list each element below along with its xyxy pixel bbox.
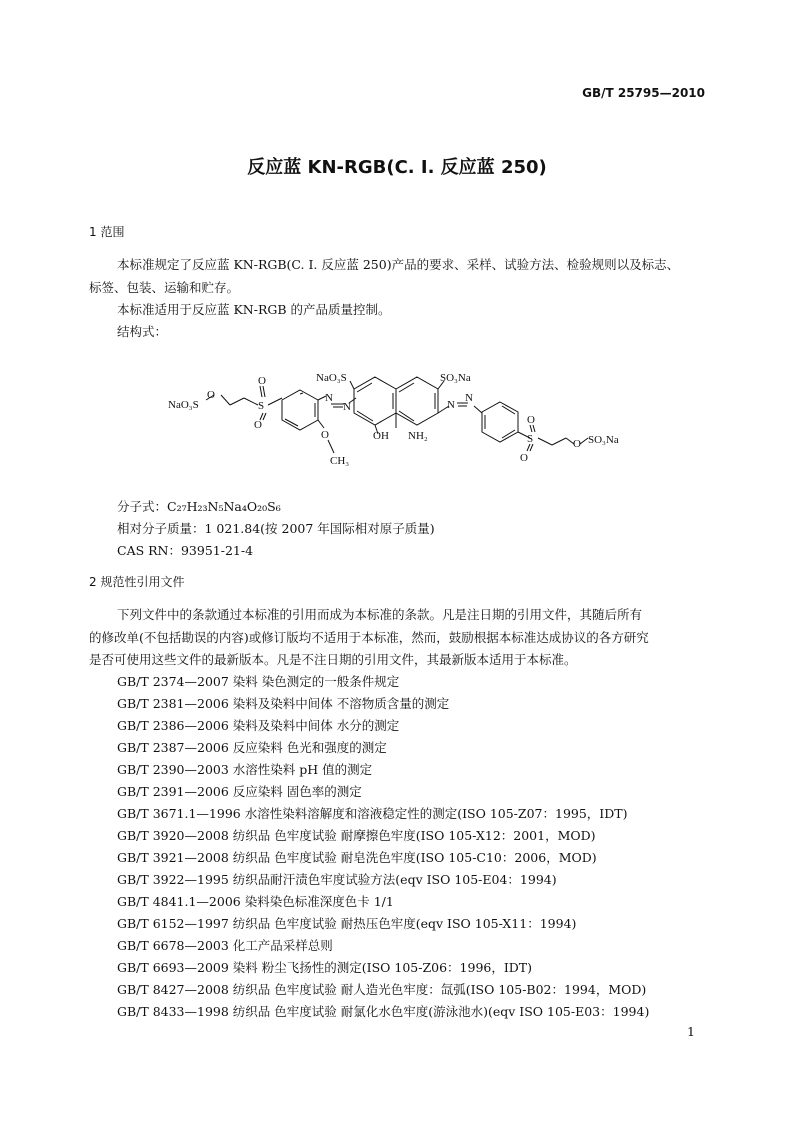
references-intro-line-3: 是否可使用这些文件的最新版本。凡是不注日期的引用文件，其最新版本适用于本标准。 [89, 652, 577, 667]
scope-paragraph-line-1: 本标准规定了反应蓝 KN-RGB(C. I. 反应蓝 250)产品的要求、采样、试验方法、检验规则以及标志、 [117, 257, 680, 272]
label-nao3s-left: NaO₃S [168, 399, 199, 411]
reference-item: GB/T 8433—1998 纺织品 色牢度试验 耐氯化水色牢度(游泳池水)(eqv ISO 105-E03：1994) [117, 1004, 650, 1019]
label-o-bottom-right: O [520, 452, 528, 464]
label-o-left: O [207, 389, 215, 401]
label-nh2: NH₂ [408, 430, 428, 442]
page-number: 1 [687, 1024, 695, 1039]
reference-item: GB/T 2390—2003 水溶性染料 pH 值的测定 [117, 762, 373, 777]
label-o-top-left: O [258, 375, 266, 387]
reference-item: GB/T 8427—2008 纺织品 色牢度试验 耐人造光色牢度：氙弧(ISO 105-B02：1994，MOD) [117, 982, 647, 997]
scope-applicability: 本标准适用于反应蓝 KN-RGB 的产品质量控制。 [117, 302, 391, 317]
references-intro-line-1: 下列文件中的条款通过本标准的引用而成为本标准的条款。凡是注日期的引用文件，其随后所有 [117, 607, 643, 622]
label-ch3: CH₃ [330, 455, 350, 467]
label-o-right: O [573, 438, 581, 450]
reference-item: GB/T 2387—2006 反应染料 色光和强度的测定 [117, 740, 387, 755]
label-nao3s-top: NaO₃S [316, 372, 347, 384]
reference-item: GB/T 6678—2003 化工产品采样总则 [117, 938, 333, 953]
label-n2: N [343, 401, 351, 413]
label-s-left: S [258, 400, 265, 412]
label-o-methoxy: O [321, 429, 329, 441]
label-n1: N [325, 392, 333, 404]
reference-item: GB/T 2374—2007 染料 染色测定的一般条件规定 [117, 674, 400, 689]
structure-label: 结构式： [117, 324, 168, 339]
reference-item: GB/T 3922—1995 纺织品耐汗渍色牢度试验方法(eqv ISO 105-E04：1994) [117, 872, 557, 887]
structural-formula-diagram [160, 355, 660, 485]
label-so3na-right: SO₃Na [588, 434, 619, 446]
molecular-formula: 分子式：C₂₇H₂₃N₅Na₄O₂₀S₆ [117, 499, 281, 514]
reference-item: GB/T 3920—2008 纺织品 色牢度试验 耐摩擦色牢度(ISO 105-X12：2001，MOD) [117, 828, 596, 843]
label-o-top-right: O [527, 414, 535, 426]
label-oh: OH [373, 430, 389, 442]
label-n4: N [465, 392, 473, 404]
reference-item: GB/T 4841.1—2006 染料染色标准深度色卡 1/1 [117, 894, 394, 909]
reference-item: GB/T 6152—1997 纺织品 色牢度试验 耐热压色牢度(eqv ISO 105-X11：1994) [117, 916, 577, 931]
reference-item: GB/T 2381—2006 染料及染料中间体 不溶物质含量的测定 [117, 696, 450, 711]
reference-item: GB/T 2391—2006 反应染料 固色率的测定 [117, 784, 362, 799]
references-intro-line-2: 的修改单(不包括勘误的内容)或修订版均不适用于本标准，然而，鼓励根据本标准达成协议的各方研究 [89, 630, 649, 645]
label-s-right: S [527, 433, 534, 445]
document-code: GB/T 25795—2010 [582, 86, 705, 100]
reference-item: GB/T 3671.1—1996 水溶性染料溶解度和溶液稳定性的测定(ISO 105-Z07：1995，IDT) [117, 806, 628, 821]
reference-item: GB/T 6693—2009 染料 粉尘飞扬性的测定(ISO 105-Z06：1996，IDT) [117, 960, 533, 975]
label-o-bottom-left: O [254, 419, 262, 431]
label-n3: N [447, 399, 455, 411]
section-1-heading: 1 范围 [89, 225, 125, 239]
reference-item: GB/T 3921—2008 纺织品 色牢度试验 耐皂洗色牢度(ISO 105-C10：2006，MOD) [117, 850, 597, 865]
cas-number: CAS RN：93951-21-4 [117, 543, 254, 558]
label-so3na-top: SO₃Na [440, 372, 471, 384]
reference-item: GB/T 2386—2006 染料及染料中间体 水分的测定 [117, 718, 400, 733]
section-2-heading: 2 规范性引用文件 [89, 575, 185, 589]
molecular-mass: 相对分子质量：1 021.84(按 2007 年国际相对原子质量) [117, 521, 435, 536]
page-title: 反应蓝 KN-RGB(C. I. 反应蓝 250) [247, 157, 547, 178]
scope-paragraph-line-2: 标签、包装、运输和贮存。 [89, 280, 240, 295]
